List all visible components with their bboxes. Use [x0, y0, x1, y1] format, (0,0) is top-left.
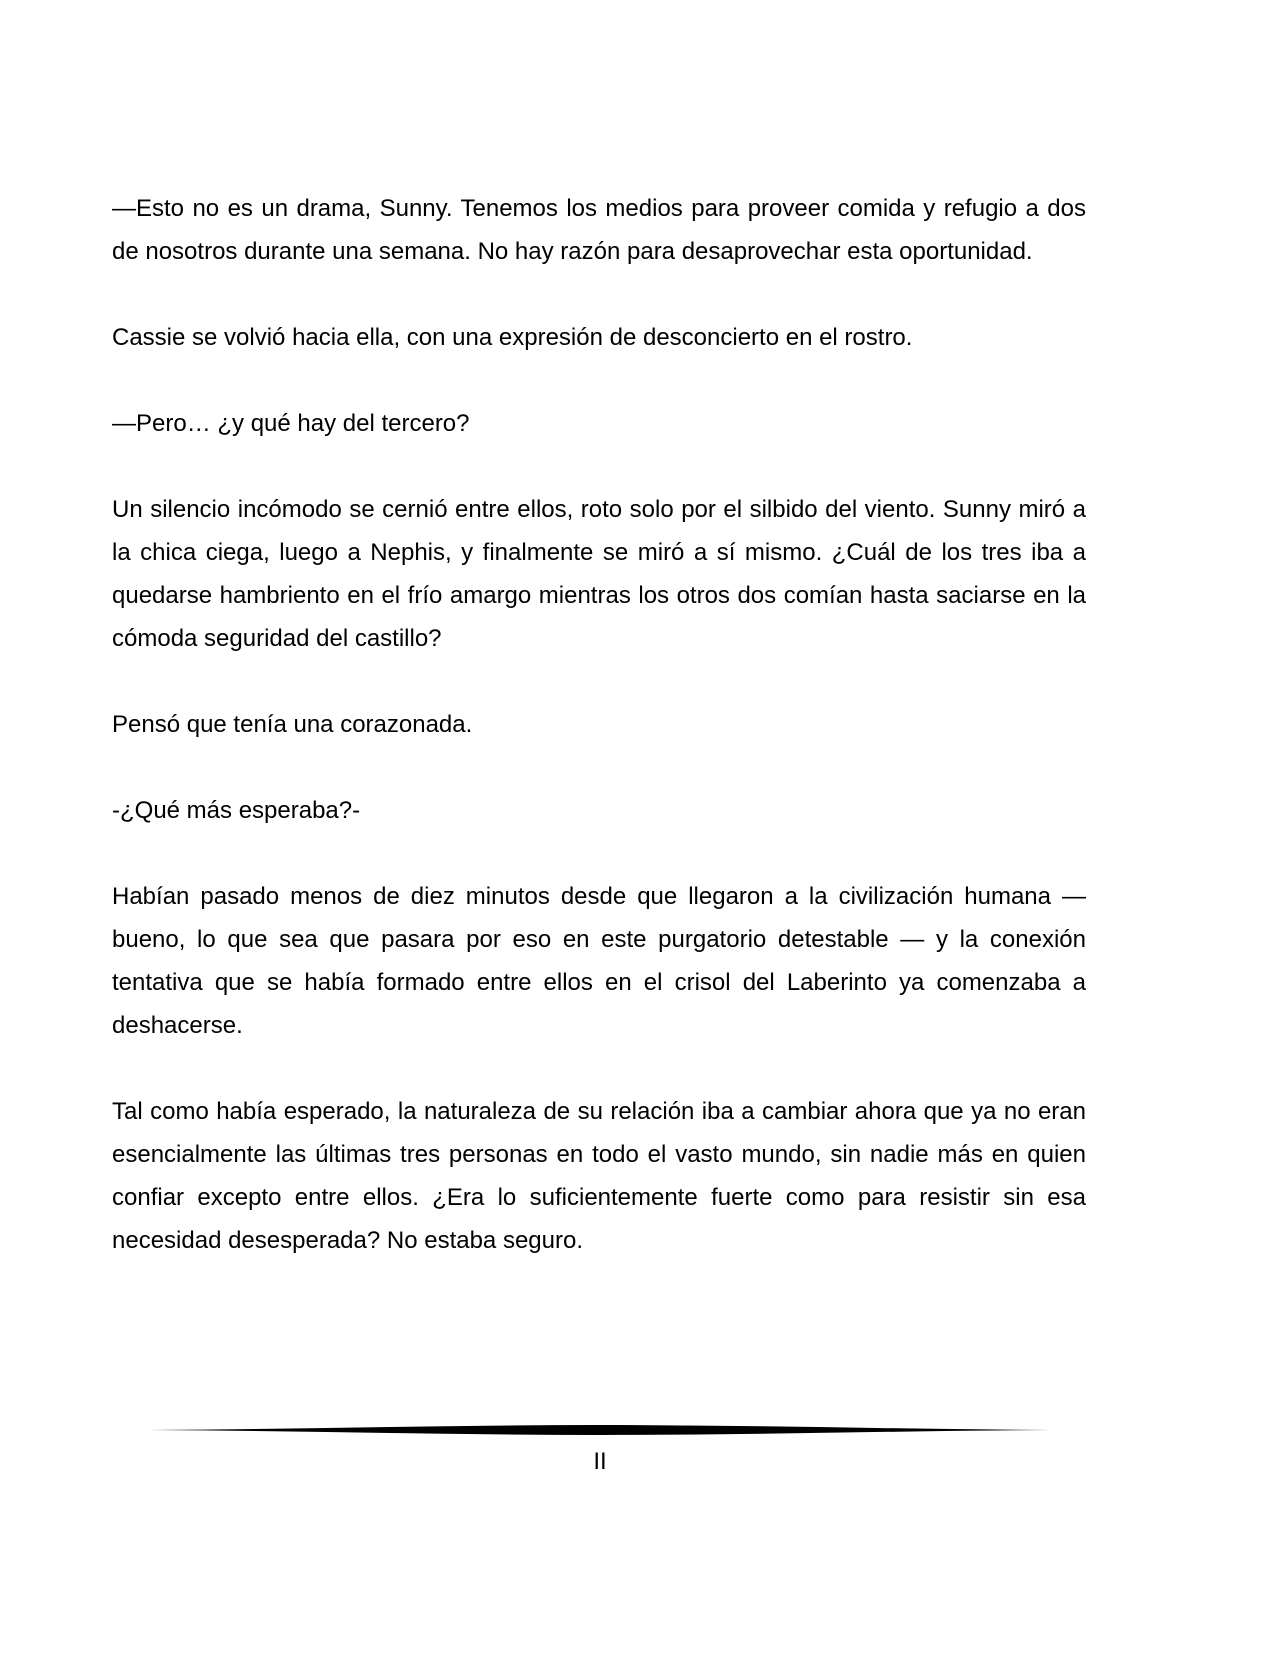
- footer-divider: [150, 1424, 1050, 1436]
- paragraph: Cassie se volvió hacia ella, con una expresión de desconcierto en el rostro.: [112, 324, 913, 351]
- paragraph: —Pero… ¿y qué hay del tercero?: [112, 410, 470, 437]
- paragraph: —Esto no es un drama, Sunny. Tenemos los medios para proveer comida y refugio a dos de nosotros durante una semana. No hay razón para desaprovechar esta oportunidad.: [112, 195, 1086, 265]
- paragraph: Un silencio incómodo se cernió entre ellos, roto solo por el silbido del viento. Sunny miró a la chica ciega, luego a Nephis, y finalmente se miró a sí mismo. ¿Cuál de los tres iba a quedarse hambriento en el frío amargo mientras los otros dos comían hasta saciarse en la cómoda seguridad del castillo?: [112, 496, 1086, 652]
- paragraph: Tal como había esperado, la naturaleza de su relación iba a cambiar ahora que ya no eran esencialmente las últimas tres personas en todo el vasto mundo, sin nadie más en quien confiar excepto entre ellos. ¿Era lo suficientemente fuerte como para resistir sin esa necesidad desesperada? No estaba seguro.: [112, 1098, 1086, 1254]
- body-text: [112, 187, 1086, 1305]
- page-number: II: [593, 1448, 607, 1475]
- paragraph: Habían pasado menos de diez minutos desde que llegaron a la civilización humana — bueno, lo que sea que pasara por eso en este purgatorio detestable — y la conexión tentativa que se había formado entre ellos en el crisol del Laberinto ya comenzaba a deshacerse.: [112, 883, 1086, 1039]
- paragraph: Pensó que tenía una corazonada.: [112, 711, 473, 738]
- paragraph: -¿Qué más esperaba?-: [112, 797, 361, 824]
